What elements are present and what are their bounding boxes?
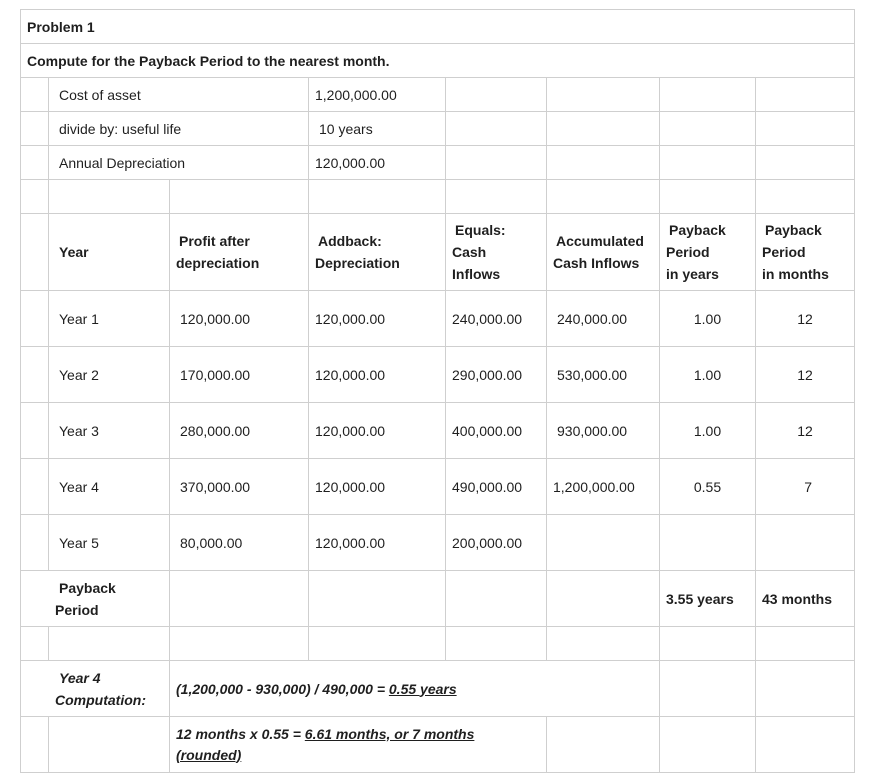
row-depreciation: 120,000.00 bbox=[309, 291, 446, 347]
header-py-line3: in years bbox=[666, 266, 719, 282]
computation-line-1 bbox=[170, 661, 660, 717]
payback-total-row bbox=[21, 571, 855, 627]
header-pm-line2: Period bbox=[762, 244, 806, 260]
row-accumulated: 240,000.00 bbox=[547, 291, 660, 347]
spacer-row bbox=[21, 180, 855, 214]
computation-label bbox=[21, 661, 170, 717]
header-equals-line2: Cash bbox=[452, 244, 487, 260]
row-years: 1.00 bbox=[660, 403, 756, 459]
table-row bbox=[21, 291, 855, 347]
payback-total-years: 3.55 years bbox=[660, 571, 756, 627]
row-profit: 120,000.00 bbox=[170, 291, 309, 347]
instruction-row bbox=[21, 44, 855, 78]
header-profit bbox=[170, 214, 309, 291]
header-payback-years bbox=[660, 214, 756, 291]
header-addback bbox=[309, 214, 446, 291]
header-py-line2: Period bbox=[666, 244, 710, 260]
row-year: Year 1 bbox=[49, 291, 170, 347]
row-depreciation: 120,000.00 bbox=[309, 403, 446, 459]
payback-total-label-line1: Payback bbox=[59, 579, 116, 596]
row-year: Year 5 bbox=[49, 515, 170, 571]
row-months: 12 bbox=[756, 403, 855, 459]
row-months: 12 bbox=[756, 291, 855, 347]
row-depreciation: 120,000.00 bbox=[309, 515, 446, 571]
row-months: 7 bbox=[756, 459, 855, 515]
payback-total-months: 43 months bbox=[756, 571, 855, 627]
table-row bbox=[21, 515, 855, 571]
row-profit: 370,000.00 bbox=[170, 459, 309, 515]
computation-row-1 bbox=[21, 661, 855, 717]
row-months: 12 bbox=[756, 347, 855, 403]
header-addback-line2: Depreciation bbox=[315, 255, 400, 271]
header-py-line1: Payback bbox=[669, 222, 726, 238]
cost-label: Cost of asset bbox=[49, 78, 309, 112]
row-profit: 80,000.00 bbox=[170, 515, 309, 571]
header-year: Year bbox=[49, 214, 170, 291]
payback-total-label-line2: Period bbox=[55, 601, 99, 618]
spacer-row bbox=[21, 627, 855, 661]
row-accumulated bbox=[547, 515, 660, 571]
row-year: Year 3 bbox=[49, 403, 170, 459]
row-years: 1.00 bbox=[660, 291, 756, 347]
header-row bbox=[21, 214, 855, 291]
computation-label-line1: Year 4 bbox=[59, 669, 101, 686]
header-payback-months bbox=[756, 214, 855, 291]
row-years: 1.00 bbox=[660, 347, 756, 403]
row-year: Year 4 bbox=[49, 459, 170, 515]
depreciation-label: Annual Depreciation bbox=[49, 146, 309, 180]
computation-line-2-text: 12 months x 0.55 = bbox=[176, 725, 305, 742]
row-depreciation: 120,000.00 bbox=[309, 459, 446, 515]
header-acc-line1: Accumulated bbox=[556, 233, 644, 249]
header-addback-line1: Addback: bbox=[318, 233, 382, 249]
computation-row-2 bbox=[21, 717, 855, 773]
header-pm-line3: in months bbox=[762, 266, 829, 282]
table-row bbox=[21, 459, 855, 515]
computation-line-2 bbox=[170, 717, 547, 773]
row-inflow: 200,000.00 bbox=[446, 515, 547, 571]
payback-table bbox=[20, 9, 855, 773]
row-inflow: 490,000.00 bbox=[446, 459, 547, 515]
life-row bbox=[21, 112, 855, 146]
depreciation-row bbox=[21, 146, 855, 180]
problem-title: Problem 1 bbox=[21, 10, 855, 44]
row-year: Year 2 bbox=[49, 347, 170, 403]
computation-line-1-result: 0.55 years bbox=[388, 680, 457, 697]
header-accumulated bbox=[547, 214, 660, 291]
row-inflow: 240,000.00 bbox=[446, 291, 547, 347]
row-profit: 170,000.00 bbox=[170, 347, 309, 403]
row-inflow: 400,000.00 bbox=[446, 403, 547, 459]
header-acc-line2: Cash Inflows bbox=[553, 255, 640, 271]
row-accumulated: 930,000.00 bbox=[547, 403, 660, 459]
cost-value: 1,200,000.00 bbox=[309, 78, 446, 112]
row-accumulated: 1,200,000.00 bbox=[547, 459, 660, 515]
header-profit-line2: depreciation bbox=[176, 255, 260, 271]
payback-total-label bbox=[21, 571, 170, 627]
instruction-text: Compute for the Payback Period to the nearest month. bbox=[21, 44, 855, 78]
table-row bbox=[21, 403, 855, 459]
computation-line-1-text: (1,200,000 - 930,000) / 490,000 = bbox=[176, 680, 389, 697]
row-years: 0.55 bbox=[660, 459, 756, 515]
row-profit: 280,000.00 bbox=[170, 403, 309, 459]
computation-label-line2: Computation: bbox=[55, 691, 146, 708]
table-row bbox=[21, 347, 855, 403]
header-equals-line3: Inflows bbox=[452, 266, 501, 282]
row-years bbox=[660, 515, 756, 571]
row-months bbox=[756, 515, 855, 571]
row-accumulated: 530,000.00 bbox=[547, 347, 660, 403]
life-value: 10 years bbox=[309, 112, 446, 146]
row-depreciation: 120,000.00 bbox=[309, 347, 446, 403]
title-row bbox=[21, 10, 855, 44]
depreciation-value: 120,000.00 bbox=[309, 146, 446, 180]
header-equals-line1: Equals: bbox=[455, 222, 506, 238]
header-pm-line1: Payback bbox=[765, 222, 822, 238]
computation-line-2-result: 6.61 months, or 7 months (rounded) bbox=[176, 725, 475, 763]
header-equals bbox=[446, 214, 547, 291]
header-profit-line1: Profit after bbox=[179, 233, 250, 249]
row-inflow: 290,000.00 bbox=[446, 347, 547, 403]
cost-row bbox=[21, 78, 855, 112]
life-label: divide by: useful life bbox=[49, 112, 309, 146]
